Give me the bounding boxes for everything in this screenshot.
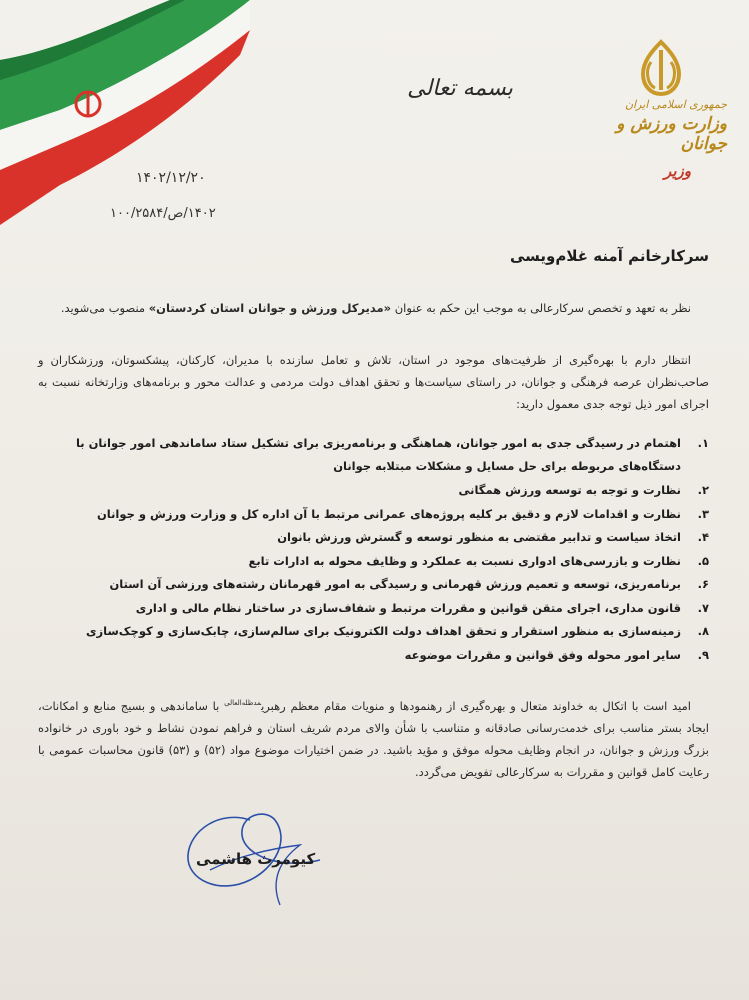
item-text: اهتمام در رسیدگی جدی به امور جوانان، هماهنگی و برنامه‌ریزی برای تشکیل ستاد ساماندهی امور جوانان با دستگاه‌های مربوطه برای حل مسایل و مشکلات مبتلابه جوانان bbox=[75, 436, 681, 473]
paragraph-appointment bbox=[38, 297, 709, 319]
signer-name: کیومرث هاشمی bbox=[196, 850, 316, 868]
closing-tail: با ساماندهی و بسیج منابع و امکانات، ایجاد بستر مناسب برای خدمت‌رسانی صادقانه و متناسب با شأن والای مردم شریف استان و فراهم نمودن نشاط و خود باوری در خانواده بزرگ ورزش و جوانان، در انجام وظایف محوله موفق و مؤید باشید. در ضمن اختیارات موضوع مواد (۵۲) و (۵۳) قانون محاسبات عمومی با رعایت کامل قوانین و مقررات به سرکارعالی تفویض می‌گردد. bbox=[38, 698, 710, 779]
ministry-name: وزارت ورزش و جوانان bbox=[616, 114, 727, 154]
appointment-text: نظر به تعهد و تخصص سرکارعالی به موجب این حکم به عنوان bbox=[391, 301, 691, 315]
list-item bbox=[69, 573, 709, 597]
ministry-minister: وزیر bbox=[664, 162, 691, 180]
item-text: نظارت و بازرسی‌های ادواری نسبت به عملکرد و وظایف محوله به ادارات تابع bbox=[248, 553, 681, 568]
item-text: زمینه‌سازی به منظور استقرار و تحقق اهداف دولت الکترونیک برای سالم‌سازی، چابک‌سازی و کوچک‌سازی bbox=[85, 624, 681, 638]
list-item bbox=[69, 597, 709, 621]
item-text: برنامه‌ریزی، توسعه و تعمیم ورزش قهرمانی و رسیدگی به امور قهرمانان رشته‌های ورزشی آن استان bbox=[109, 577, 681, 591]
salutation: سرکارخانم آمنه غلام‌ویسی bbox=[509, 247, 709, 265]
item-number: ۶. bbox=[697, 577, 709, 591]
item-text: نظارت و توجه به توسعه ورزش همگانی bbox=[458, 483, 681, 497]
appointment-title: «مدیرکل ورزش و جوانان استان کردستان» bbox=[148, 301, 392, 315]
item-number: ۴. bbox=[697, 530, 709, 544]
item-text: قانون مداری، اجرای متقن قوانین و مقررات مرتبط و شفاف‌سازی در ساختار نظام مالی و اداری bbox=[135, 600, 681, 615]
list-item bbox=[69, 432, 709, 479]
closing-text: امید است با اتکال به خداوند متعال و بهره‌گیری از رهنمودها و منویات مقام معظم رهبری bbox=[261, 698, 691, 713]
letter-date: ۱۴۰۲/۱۲/۲۰ bbox=[136, 170, 206, 186]
list-item bbox=[69, 644, 709, 668]
ministry-emblem-icon bbox=[631, 38, 691, 98]
item-number: ۵. bbox=[697, 553, 709, 568]
item-text: اتخاذ سیاست و تدابیر مقتضی به منظور توسعه و گسترش ورزش بانوان bbox=[277, 530, 681, 544]
expectations-text: انتظار دارم با بهره‌گیری از ظرفیت‌های موجود در استان، تلاش و تعامل سازنده با مدیران، کارکنان، پیشکسوتان، ورزشکاران و صاحب‌نظران عرصه فرهنگی و جوانان، در راستای سیاست‌ها و تحقق اهداف دولت مردمی و عدالت محور و برنامه‌های وزارتخانه نسبت به اجرای امور ذیل توجه جدی معمول دارید: bbox=[38, 353, 709, 411]
iran-flag-ribbon bbox=[0, 0, 250, 240]
paragraph-closing bbox=[38, 692, 709, 783]
paragraph-expectations bbox=[38, 349, 709, 415]
basmala: بسمه تعالی bbox=[407, 76, 513, 101]
duties-list bbox=[69, 432, 709, 667]
item-number: ۳. bbox=[697, 506, 709, 521]
appointment-tail: منصوب می‌شوید. bbox=[60, 301, 149, 315]
item-number: ۷. bbox=[697, 600, 709, 615]
ministry-country: جمهوری اسلامی ایران bbox=[624, 98, 727, 111]
ministry-header bbox=[587, 98, 727, 180]
list-item bbox=[69, 503, 709, 527]
item-number: ۸. bbox=[697, 624, 709, 638]
item-text: نظارت و اقدامات لازم و دقیق بر کلیه پروژه‌های عمرانی مرتبط با آن اداره کل و وزارت ورزش و جوانان bbox=[96, 506, 681, 521]
closing-honorific: مدظله‌العالی bbox=[224, 699, 262, 707]
item-number: ۲. bbox=[697, 483, 709, 497]
list-item bbox=[69, 479, 709, 503]
item-number: ۱. bbox=[697, 436, 709, 450]
item-number: ۹. bbox=[697, 647, 709, 662]
item-text: سایر امور محوله وفق قوانین و مقررات موضوعه bbox=[404, 647, 681, 662]
list-item bbox=[69, 620, 709, 644]
letter-number: ۱۴۰۲/ص/۱۰۰/۲۵۸۴ bbox=[110, 206, 216, 221]
list-item bbox=[69, 550, 709, 574]
list-item bbox=[69, 526, 709, 550]
